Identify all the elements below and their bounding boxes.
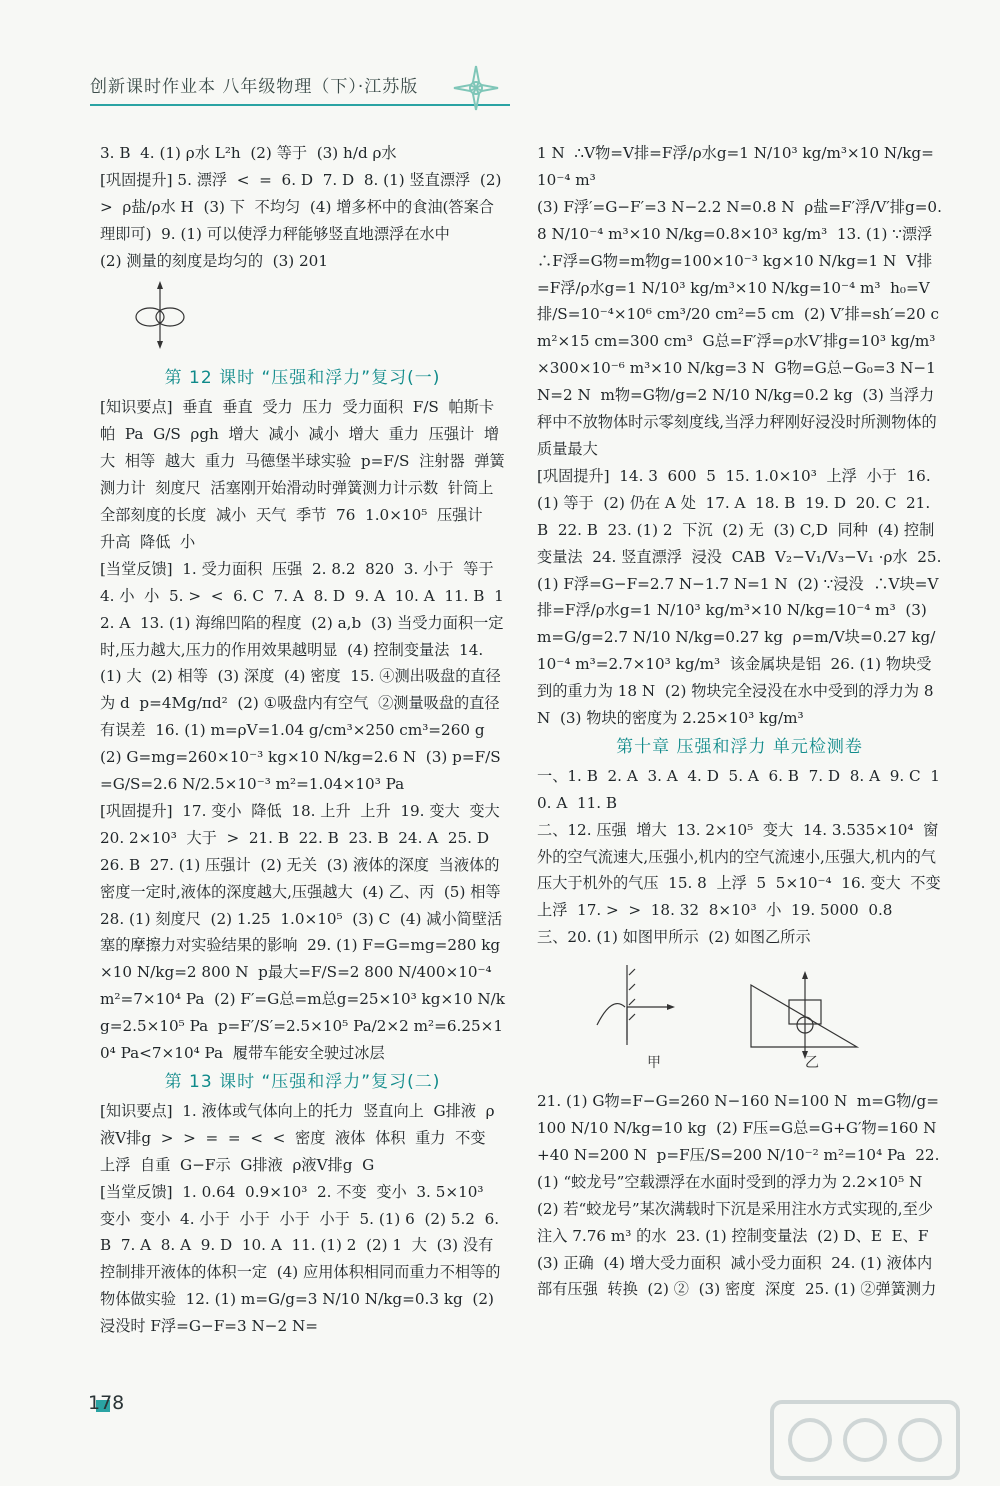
force-diagrams-figure	[537, 955, 937, 1075]
section-title: 第 12 课时 “压强和浮力”复习(一)	[164, 368, 441, 389]
answer-paragraph: [巩固提升] 17. 变小 降低 18. 上升 上升 19. 变大 变大 20. 2×10³ 大于 > 21. B 22. B 23. B 24. A 25. D 26. B 27. (1) 压强计 (2) 无关 (3) 液体的深度 当液体的密度一定时,液体的深度越大,压强越大 (4) 乙、丙 (5) 相等 28. (1) 刻度尺 (2) 1.25 1.0×10⁵ (3) C (4) 减小简壁活塞的摩擦力对实验结果的影响 29. (1) F=G=mg=280 kg×10 N/kg=2 800 N p最大=F/S=2 800 N/400×10⁻⁴ m²=7×10⁴ Pa (2) F′=G总=m总g=25×10³ kg×10 N/kg=2.5×10⁵ Pa p=F′/S′=2.5×10⁵ Pa/2×2 m²=6.25×10⁴ Pa<7×10⁴ Pa 履带车能安全驶过冰层	[100, 801, 511, 1063]
watermark-logo	[770, 1400, 960, 1480]
answer-paragraph: 一、1. B 2. A 3. A 4. D 5. A 6. B 7. D 8. A 9. C 10. A 11. B	[537, 766, 940, 812]
answer-paragraph: (3) F浮′=G−F′=3 N−2.2 N=0.8 N ρ盐=F′浮/V′排g=0.8 N/10⁻⁴ m³×10 N/kg=0.8×10³ kg/m³ 13. (1) ∵漂浮 ∴F浮=G物=m物g=100×10⁻³ kg×10 N/kg=1 N V排=F浮/ρ水g=1 N/10³ kg/m³×10 N/kg=10⁻⁴ m³ h₀=V排/S=10⁻⁴×10⁶ cm³/20 cm²=5 cm (2) V′排=sh′=20 cm²×15 cm=300 cm³ G总=F′浮=ρ水V′排g=10³ kg/m³×300×10⁻⁶ m³×10 N/kg=3 N G物=G总−G₀=3 N−1 N=2 N m物=G物/g=2 N/10 N/kg=0.2 kg (3) 当浮力秤中不放物体时示零刻度线,当浮力秤刚好浸没时所测物体的质量最大	[537, 197, 942, 458]
section-title: 第十章 压强和浮力 单元检测卷	[616, 736, 863, 757]
flower-ornament-icon	[450, 62, 502, 114]
answer-paragraph: 21. (1) G物=F−G=260 N−160 N=100 N m=G物/g=100 N/10 N/kg=10 kg (2) F压=G总=G+G′物=160 N+40 N=200 N p=F压/S=200 N/10⁻² m²=10⁴ Pa 22. (1) “蛟龙号”空载漂浮在水面时受到的浮力为 2.2×10⁵ N (2) 若“蛟龙号”某次满载时下沉是采用注水方式实现的,至少注入 7.76 m³ 的水 23. (1) 控制变量法 (2) D、E E、F (3) 正确 (4) 增大受力面积 减小受力面积 24. (1) 液体内部有压强 转换 (2) ② (3) 密度 深度 25. (1) ②弹簧测力	[537, 1092, 945, 1299]
floating-object-force-diagram	[100, 279, 220, 351]
answer-paragraph: [当堂反馈] 1. 0.64 0.9×10³ 2. 不变 变小 3. 5×10³ 变小 变小 4. 小于 小于 小于 小于 5. (1) 6 (2) 5.2 6. B 7. A 8. A 9. D 10. A 11. (1) 2 (2) 1 大 (3) 没有控制排开液体的体积一定 (4) 应用体积相同而重力不相等的物体做实验 12. (1) m=G/g=3 N/10 N/kg=0.3 kg (2) 浸没时 F浮=G−F=3 N−2 N=	[100, 1182, 504, 1336]
answer-paragraph: [知识要点] 垂直 垂直 受力 压力 受力面积 F/S 帕斯卡 帕 Pa G/S ρgh 增大 减小 减小 增大 重力 压强计 增大 相等 越大 重力 马德堡半球实验 p=F/S 注射器 弹簧测力计 刻度尺 活塞刚开始滑动时弹簧测力计示数 针筒上全部刻度的长度 减小 天气 季节 76 1.0×10⁵ 压强计 升高 降低 小	[100, 398, 505, 551]
left-column	[100, 140, 511, 1340]
figure-label-jia: 甲	[647, 1055, 661, 1072]
answer-paragraph: 三、20. (1) 如图甲所示 (2) 如图乙所示	[537, 928, 811, 947]
answer-paragraph: [知识要点] 1. 液体或气体向上的托力 竖直向上 G排液 ρ液V排g > > = = < < 密度 液体 体积 重力 不变 上浮 自重 G−F示 G排液 ρ液V排g G	[100, 1101, 496, 1174]
page-number: 178	[88, 1392, 125, 1414]
answer-paragraph: (2) 测量的刻度是均匀的 (3) 201	[100, 251, 329, 270]
answer-paragraph: 3. B 4. (1) ρ水 L²h (2) 等于 (3) h/d ρ水	[100, 144, 397, 162]
answer-paragraph: [巩固提升] 14. 3 600 5 15. 1.0×10³ 上浮 小于 16. (1) 等于 (2) 仍在 A 处 17. A 18. B 19. D 20. C 21. B 22. B 23. (1) 2 下沉 (2) 无 (3) C,D 同种 (4) 控制变量法 24. 竖直漂浮 浸没 CAB V₂−V₁/V₃−V₁ ·ρ水 25. (1) F浮=G−F=2.7 N−1.7 N=1 N (2) ∵浸没 ∴V块=V排=F浮/ρ水g=1 N/10³ kg/m³×10 N/kg=10⁻⁴ m³ (3) m=G/g=2.7 N/10 N/kg=0.27 kg ρ=m/V块=0.27 kg/10⁻⁴ m³=2.7×10³ kg/m³ 该金属块是铝 26. (1) 物块受到的重力为 18 N (2) 物块完全浸没在水中受到的浮力为 8 N (3) 物块的密度为 2.25×10³ kg/m³	[537, 466, 947, 728]
answer-paragraph: [巩固提升] 5. 漂浮 < = 6. D 7. D 8. (1) 竖直漂浮 (2) > ρ盐/ρ水 H (3) 下 不均匀 (4) 增多杯中的食油(答案合理即可) 9. (1) 可以使浮力秤能够竖直地漂浮在水中	[100, 170, 507, 243]
section-title: 第 13 课时 “压强和浮力”复习(二)	[164, 1072, 441, 1092]
book-header: 创新课时作业本 八年级物理（下）·江苏版	[90, 72, 510, 106]
answer-paragraph: 二、12. 压强 增大 13. 2×10⁵ 变大 14. 3.535×10⁴ 窗外的空气流速大,压强小,机内的空气流速小,压强大,机内的气压大于机外的气压 15. 8 上浮 5 5×10⁻⁴ 16. 变大 不变 上浮 17. > > 18. 32 8×10³ 小 19. 5000 0.8	[537, 820, 951, 920]
answer-paragraph: [当堂反馈] 1. 受力面积 压强 2. 8.2 820 3. 小于 等于 4. 小 小 5. > < 6. C 7. A 8. D 9. A 10. A 11. B 12. A 13. (1) 海绵凹陷的程度 (2) a,b (3) 当受力面积一定时,压力越大,压力的作用效果越明显 (4) 控制变量法 14. (1) 大 (2) 相等 (3) 深度 (4) 密度 15. ④测出吸盘的直径为 d p=4Mg/πd² (2) ①吸盘内有空气 ②测量吸盘的直径有误差 16. (1) m=ρV=1.04 g/cm³×250 cm³=260 g (2) G=mg=260×10⁻³ kg×10 N/kg=2.6 N (3) p=F/S=G/S=2.6 N/2.5×10⁻³ m²=1.04×10³ Pa	[100, 559, 504, 794]
answer-paragraph: 1 N ∴V物=V排=F浮/ρ水g=1 N/10³ kg/m³×10 N/kg=10⁻⁴ m³	[537, 144, 934, 189]
figure-label-yi: 乙	[805, 1055, 819, 1072]
right-column	[537, 140, 951, 1303]
